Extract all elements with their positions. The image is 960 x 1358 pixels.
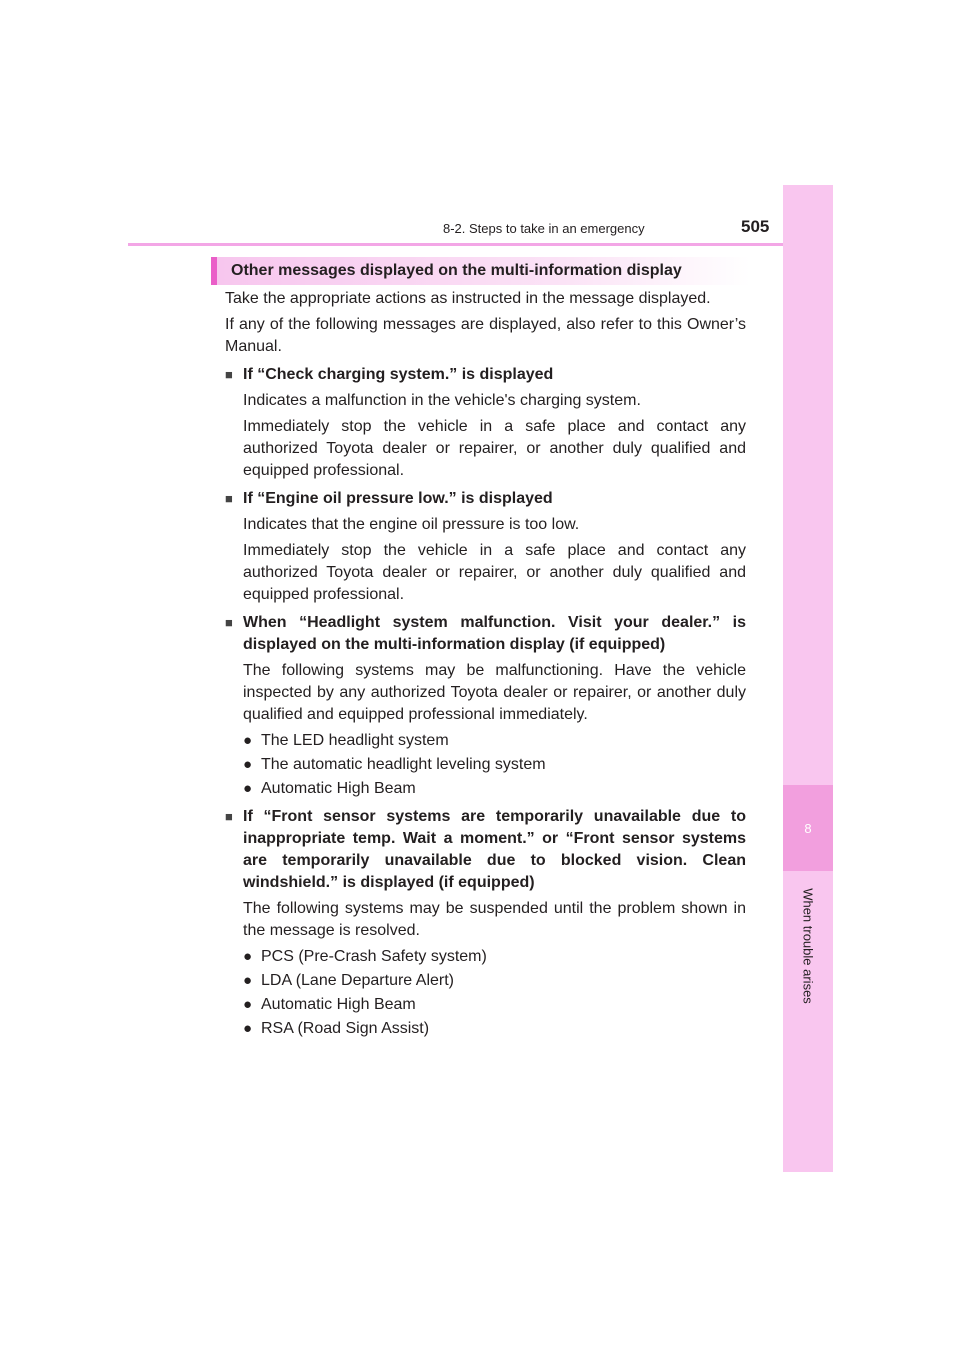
item-paragraph: Immediately stop the vehicle in a safe place and contact any authorized Toyota dealer or repairer, or another duly qualified and equipped professional.: [243, 418, 746, 479]
item-paragraph: Immediately stop the vehicle in a safe place and contact any authorized Toyota dealer or repairer, or another duly qualified and equipped professional.: [243, 542, 746, 603]
square-bullet-icon: ■: [225, 615, 233, 630]
list-item: ● LDA (Lane Departure Alert): [225, 970, 746, 992]
list-item: ● The LED headlight system: [225, 730, 746, 752]
item-paragraph: Indicates that the engine oil pressure is too low.: [243, 516, 580, 533]
list-item: ● Automatic High Beam: [225, 994, 746, 1016]
list-item: ● The automatic headlight leveling system: [225, 754, 746, 776]
running-header-section: 8-2. Steps to take in an emergency: [443, 221, 645, 236]
section-title-bar: [211, 257, 750, 285]
square-bullet-icon: ■: [225, 809, 233, 824]
list-item: ● PCS (Pre-Crash Safety system): [225, 946, 746, 968]
item-heading: ■ If “Check charging system.” is displayed: [225, 364, 746, 386]
round-bullet-icon: ●: [243, 756, 253, 773]
round-bullet-icon: ●: [243, 996, 253, 1013]
item-paragraph: The following systems may be suspended until the problem shown in the message is resolved.: [243, 900, 746, 939]
square-bullet-icon: ■: [225, 367, 233, 382]
square-bullet-icon: ■: [225, 491, 233, 506]
item-heading: ■ When “Headlight system malfunction. Visit your dealer.” is displayed on the multi-information display (if equipped): [225, 612, 746, 656]
round-bullet-icon: ●: [243, 972, 253, 989]
chapter-number-tab: 8: [783, 785, 833, 871]
round-bullet-icon: ●: [243, 1020, 253, 1037]
list-item: ● Automatic High Beam: [225, 778, 746, 800]
list-item: ● RSA (Road Sign Assist): [225, 1018, 746, 1040]
item-heading: ■ If “Front sensor systems are temporarily unavailable due to inappropriate temp. Wait a moment.” or “Front sensor systems are temporarily unavailable due to blocked vision. Clean windshield.” is displayed (if equipped): [225, 806, 746, 894]
chapter-title: When trouble arises: [800, 888, 816, 1004]
intro-paragraph: Take the appropriate actions as instructed in the message displayed.: [225, 290, 711, 307]
round-bullet-icon: ●: [243, 732, 253, 749]
intro-paragraph: If any of the following messages are displayed, also refer to this Owner’s Manual.: [225, 316, 746, 355]
page-number: 505: [741, 217, 770, 236]
side-tab: [783, 185, 833, 1172]
item-paragraph: Indicates a malfunction in the vehicle's charging system.: [243, 392, 641, 409]
round-bullet-icon: ●: [243, 948, 253, 965]
round-bullet-icon: ●: [243, 780, 253, 797]
header-rule: [128, 243, 832, 246]
section-title: Other messages displayed on the multi-information display: [231, 262, 682, 279]
item-heading: ■ If “Engine oil pressure low.” is displayed: [225, 488, 746, 510]
item-paragraph: The following systems may be malfunctioning. Have the vehicle inspected by any authorized Toyota dealer or repairer, or another duly qualified and equipped professional immediately.: [243, 662, 746, 723]
page-content: [225, 288, 746, 1042]
